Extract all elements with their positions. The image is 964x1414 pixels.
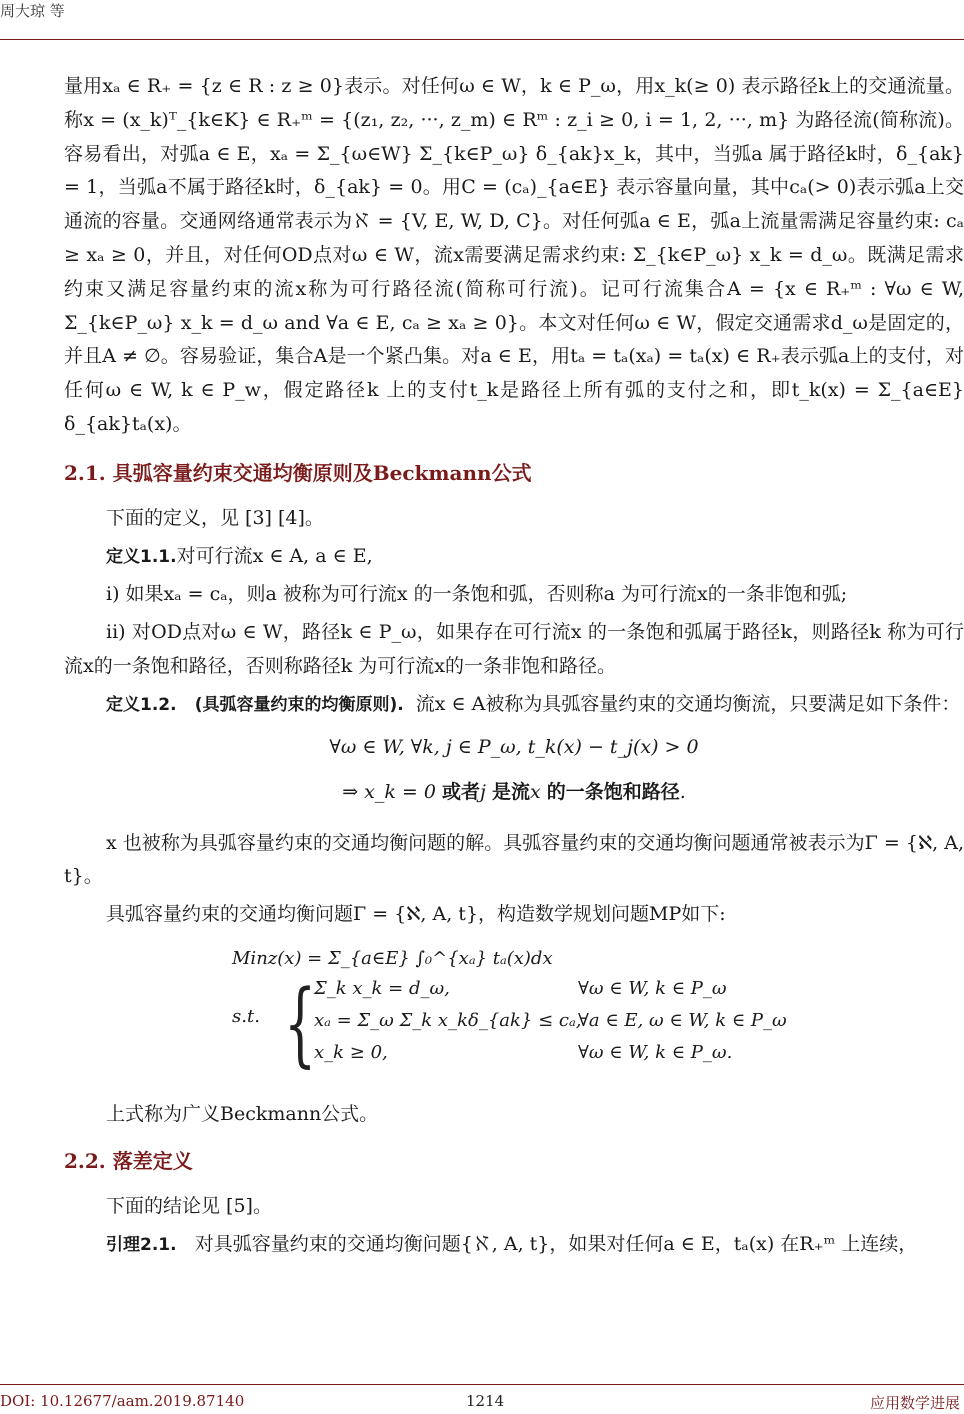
paragraph-beckmann-name: 上式称为广义Beckmann公式。 bbox=[106, 1102, 379, 1125]
paragraph-network-definitions: 量用xₐ ∈ R₊ = {z ∈ R : z ≥ 0}表示。对任何ω ∈ W，k ∈ P_ω，用x_k(≥ 0) 表示路径k上的交通流量。称x = (x_k)ᵀ_{k∈K} ∈ R₊ᵐ = {(z₁, z₂, ···, z_m) ∈ Rᵐ : z_i ≥ 0, i = 1, 2, ···, m} 为路径流(简称流)。容易看出，对弧a ∈ E，xₐ = Σ_{ω∈W} Σ_{k∈P_ω} δ_{ak}x_k，其中，当弧a 属于路径k时，δ_{ak} = 1，当弧a不属于路径k时，δ_{ak} = 0。用C = (cₐ)_{a∈E} 表示容量向量，其中cₐ(> 0)表示弧a上交通流的容量。交通网络通常表示为ℵ = {V, E, W, D, C}。对任何弧a ∈ E，弧a上流量需满足容量约束: cₐ ≥ xₐ ≥ 0，并且，对任何OD点对ω ∈ W，流x需要满足需求约束: Σ_{k∈P_ω} x_k = d_ω。既满足需求约束又满足容量约束的流x称为可行路径流(简称可行流)。记可行流集合A = {x ∈ R₊ᵐ : ∀ω ∈ W, Σ_{k∈P_ω} x_k = d_ω and ∀a ∈ E, cₐ ≥ xₐ ≥ 0}。本文对任何ω ∈ W，假定交通需求d_ω是固定的，并且A ≠ ∅。容易验证，集合A是一个紧凸集。对a ∈ E，用tₐ = tₐ(xₐ) = tₐ(x) ∈ R₊表示弧a上的支付，对任何ω ∈ W, k ∈ P_w，假定路径k 上的支付t_k是路径上所有弧的支付之和，即t_k(x) = Σ_{a∈E} δ_{ak}tₐ(x)。 bbox=[64, 75, 964, 435]
paragraph-definition-reference: 下面的定义，见 [3] [4]。 bbox=[106, 506, 324, 529]
paragraph-lemma-reference: 下面的结论见 [5]。 bbox=[106, 1194, 272, 1217]
running-header-author: 周大琼 等 bbox=[0, 2, 65, 20]
mp-constraint-2-domain: ∀a ∈ E, ω ∈ W, k ∈ P_ω bbox=[578, 1009, 787, 1031]
mp-constraint-3-domain: ∀ω ∈ W, k ∈ P_ω. bbox=[578, 1041, 733, 1063]
section-2-2-title: 2.2. 落差定义 bbox=[64, 1148, 193, 1173]
mp-constraint-1: Σ_k x_k = d_ω, bbox=[314, 977, 450, 999]
equilibrium-condition-line-1: ∀ω ∈ W, ∀k, j ∈ P_ω, t_k(x) − t_j(x) > 0 bbox=[329, 735, 699, 758]
mp-objective: Minz(x) = Σ_{a∈E} ∫₀^{xₐ} tₐ(x)dx bbox=[232, 947, 553, 969]
page-body bbox=[64, 70, 964, 1262]
lemma-2-1-label: 引理2.1. bbox=[106, 1234, 177, 1255]
definition-1-2-label: 定义1.2. bbox=[106, 694, 177, 715]
footer-doi[interactable]: DOI: 10.12677/aam.2019.87140 bbox=[0, 1392, 245, 1410]
mp-constraint-3: x_k ≥ 0, bbox=[314, 1041, 388, 1063]
beckmann-program bbox=[64, 948, 964, 1098]
mp-subject-to: s.t. bbox=[232, 1005, 260, 1027]
definition-1-2: 定义1.2. (具弧容量约束的均衡原则). 流x ∈ A被称为具弧容量约束的交通均衡流，只要满足如下条件： bbox=[106, 692, 961, 715]
footer-journal-name[interactable]: 应用数学进展 bbox=[869, 1394, 960, 1412]
definition-item-i: i) 如果xₐ = cₐ，则a 被称为可行流x 的一条饱和弧，否则称a 为可行流x的一条非饱和弧; bbox=[106, 583, 848, 606]
definition-1-1-label: 定义1.1. bbox=[106, 546, 177, 567]
section-2-1-title: 2.1. 具弧容量约束交通均衡原则及Beckmann公式 bbox=[64, 460, 532, 485]
mp-constraint-1-domain: ∀ω ∈ W, k ∈ P_ω bbox=[578, 977, 727, 999]
lemma-2-1: 引理2.1. 对具弧容量约束的交通均衡问题{ℵ, A, t}，如果对任何a ∈ E，tₐ(x) 在R₊ᵐ 上连续， bbox=[106, 1232, 918, 1255]
header-rule bbox=[0, 39, 964, 40]
paragraph-solution-notation: x 也被称为具弧容量约束的交通均衡问题的解。具弧容量约束的交通均衡问题通常被表示为Γ = {ℵ, A, t}。 bbox=[64, 831, 964, 888]
footer-rule bbox=[0, 1384, 964, 1385]
equilibrium-condition-line-2: ⇒ x_k = 0 或者j 是流x 的一条饱和路径. bbox=[342, 780, 686, 803]
mp-constraint-2: xₐ = Σ_ω Σ_k x_kδ_{ak} ≤ cₐ, bbox=[314, 1009, 582, 1031]
paragraph-mp-intro: 具弧容量约束的交通均衡问题Γ = {ℵ, A, t}，构造数学规划问题MP如下: bbox=[106, 903, 726, 926]
mp-brace: { bbox=[284, 969, 317, 1077]
definition-1-2-subtitle: (具弧容量约束的均衡原则). bbox=[194, 694, 404, 715]
footer-page-number: 1214 bbox=[466, 1392, 505, 1410]
definition-item-ii: ii) 对OD点对ω ∈ W，路径k ∈ P_ω，如果存在可行流x 的一条饱和弧属于路径k，则路径k 称为可行流x的一条饱和路径，否则称路径k 为可行流x的一条非饱和路径。 bbox=[64, 621, 964, 677]
definition-1-1: 定义1.1.对可行流x ∈ A, a ∈ E, bbox=[106, 544, 373, 567]
